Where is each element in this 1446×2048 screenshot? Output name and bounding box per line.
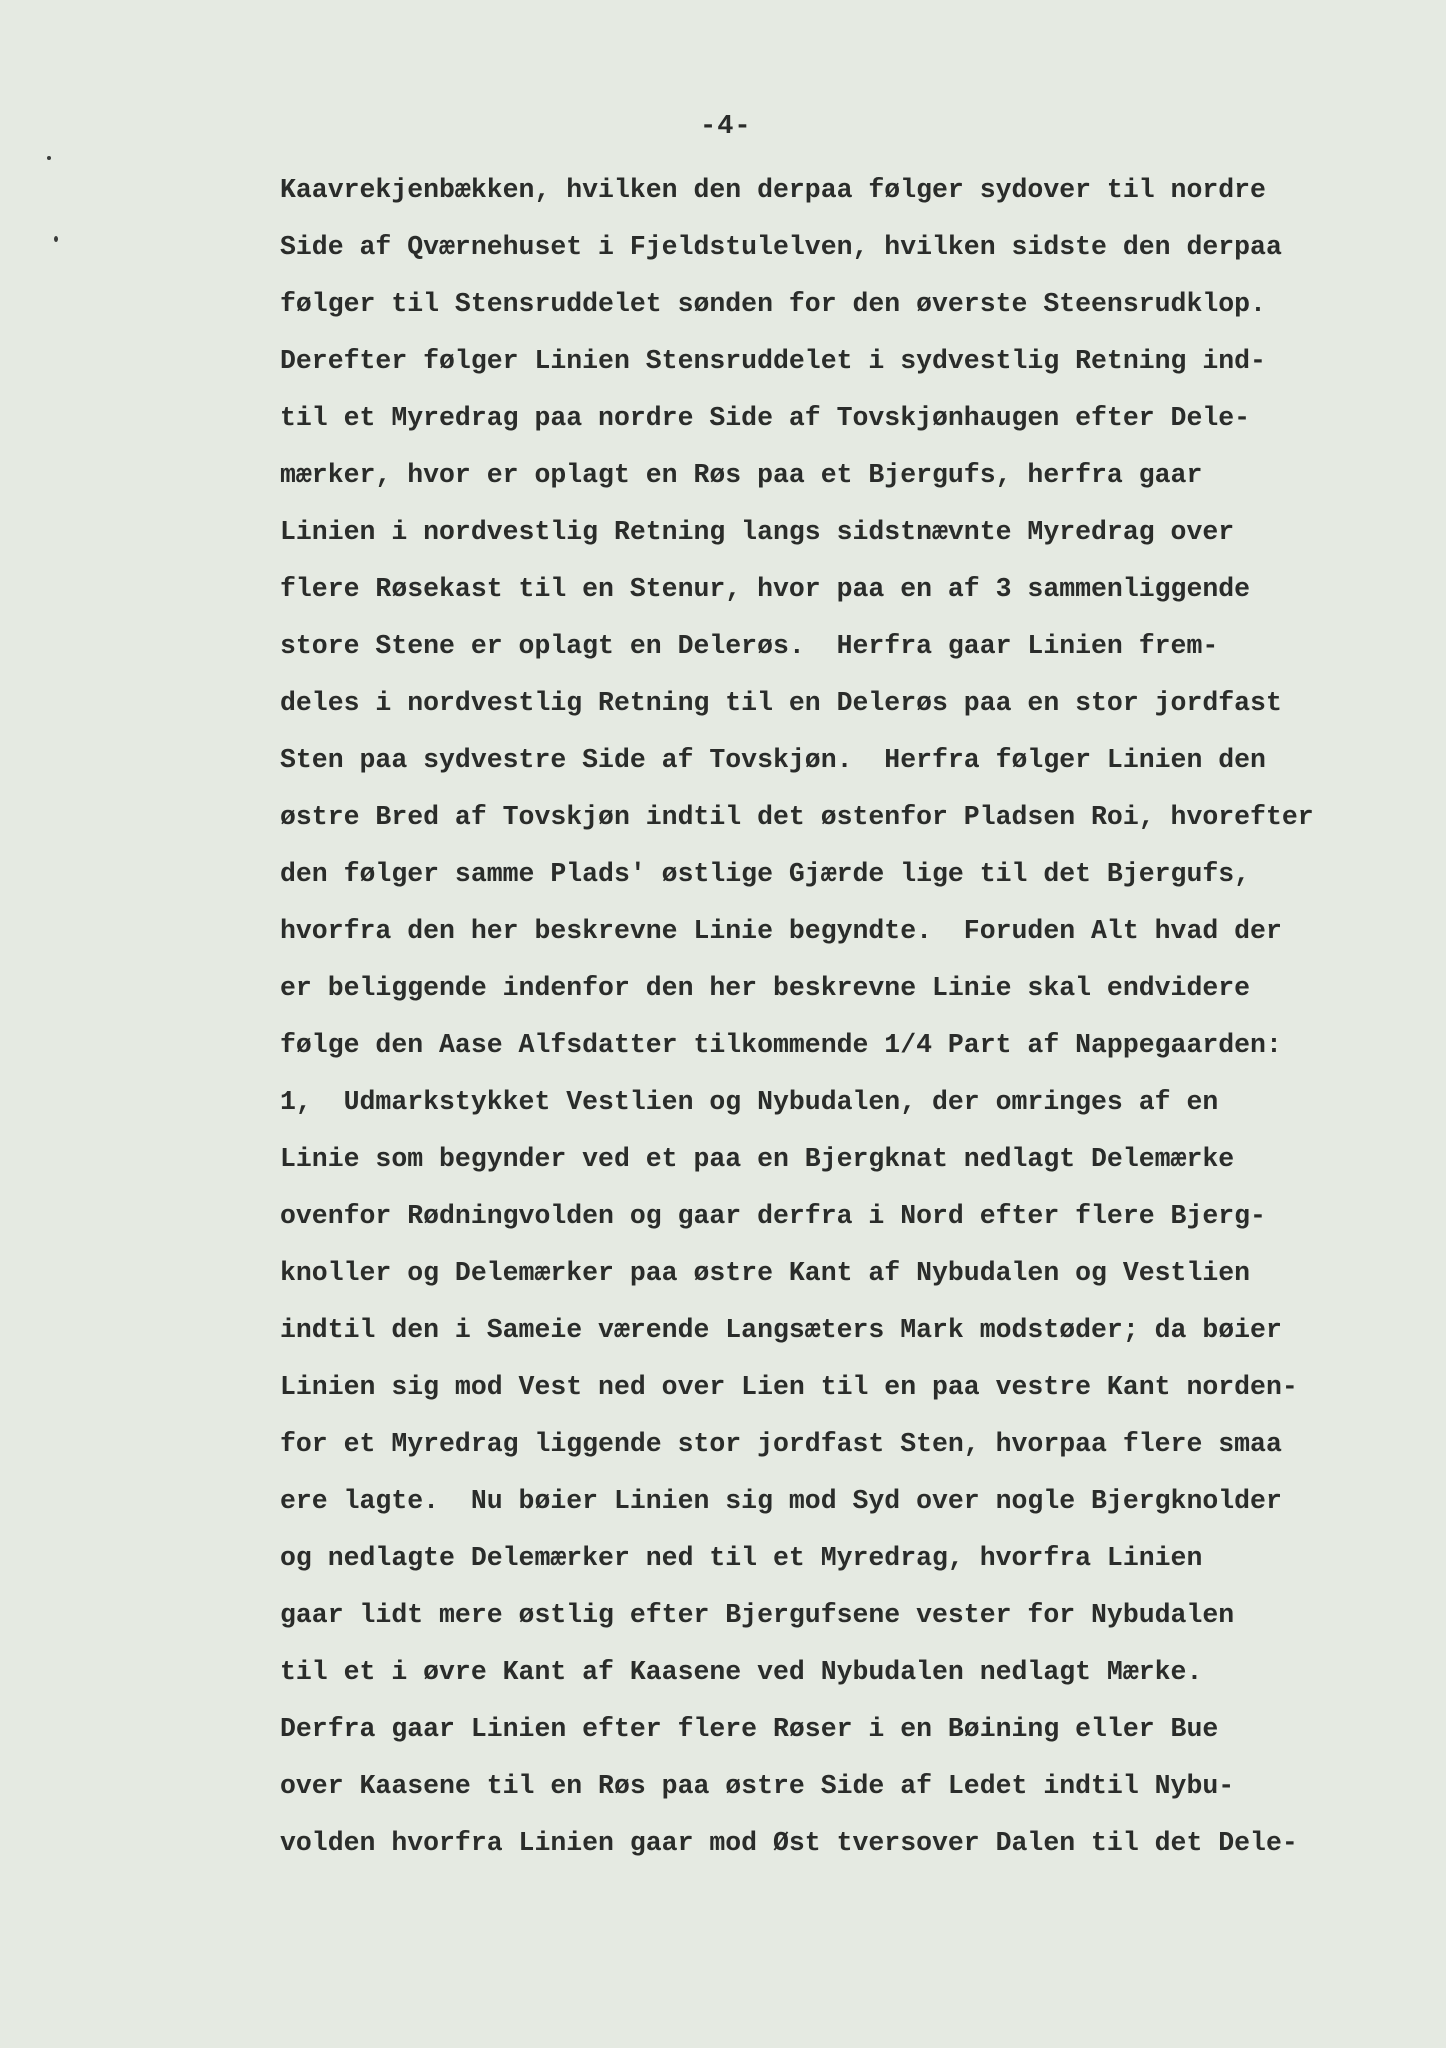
text-line: og nedlagte Delemærker ned til et Myredrag, hvorfra Linien	[280, 1543, 1203, 1573]
margin-speck-mark	[54, 236, 58, 242]
text-line: følge den Aase Alfsdatter tilkommende 1/4 Part af Nappegaarden:	[280, 1030, 1282, 1060]
text-line: knoller og Delemærker paa østre Kant af Nybudalen og Vestlien	[280, 1258, 1251, 1288]
text-line: til et i øvre Kant af Kaasene ved Nybudalen nedlagt Mærke.	[280, 1657, 1203, 1687]
text-line: mærker, hvor er oplagt en Røs paa et Bjergufs, herfra gaar	[280, 460, 1203, 490]
text-line: følger til Stensruddelet sønden for den øverste Steensrudklop.	[280, 289, 1266, 319]
text-line: Linie som begynder ved et paa en Bjergknat nedlagt Delemærke	[280, 1144, 1235, 1174]
text-line: Linien sig mod Vest ned over Lien til en paa vestre Kant norden-	[280, 1372, 1298, 1402]
text-line: østre Bred af Tovskjøn indtil det østenfor Pladsen Roi, hvorefter	[280, 802, 1314, 832]
text-line: 1, Udmarkstykket Vestlien og Nybudalen, der omringes af en	[280, 1087, 1219, 1117]
document-text-body	[280, 162, 1390, 1872]
text-line: den følger samme Plads' østlige Gjærde lige til det Bjergufs,	[280, 859, 1251, 889]
text-line: til et Myredrag paa nordre Side af Tovskjønhaugen efter Dele-	[280, 403, 1251, 433]
text-line: Sten paa sydvestre Side af Tovskjøn. Herfra følger Linien den	[280, 745, 1266, 775]
text-line: Side af Qværnehuset i Fjeldstulelven, hvilken sidste den derpaa	[280, 232, 1282, 262]
text-line: flere Røsekast til en Stenur, hvor paa en af 3 sammenliggende	[280, 574, 1251, 604]
text-line: for et Myredrag liggende stor jordfast Sten, hvorpaa flere smaa	[280, 1429, 1282, 1459]
text-line: ovenfor Rødningvolden og gaar derfra i Nord efter flere Bjerg-	[280, 1201, 1266, 1231]
page-number: -4-	[700, 112, 752, 142]
text-line: indtil den i Sameie værende Langsæters Mark modstøder; da bøier	[280, 1315, 1282, 1345]
text-line: er beliggende indenfor den her beskrevne Linie skal endvidere	[280, 973, 1251, 1003]
text-line: gaar lidt mere østlig efter Bjergufsene vester for Nybudalen	[280, 1600, 1235, 1630]
text-line: deles i nordvestlig Retning til en Delerøs paa en stor jordfast	[280, 688, 1282, 718]
text-line: over Kaasene til en Røs paa østre Side af Ledet indtil Nybu-	[280, 1771, 1235, 1801]
text-line: volden hvorfra Linien gaar mod Øst tversover Dalen til det Dele-	[280, 1828, 1298, 1858]
text-line: Derfra gaar Linien efter flere Røser i en Bøining eller Bue	[280, 1714, 1219, 1744]
text-line: Kaavrekjenbækken, hvilken den derpaa følger sydover til nordre	[280, 175, 1266, 205]
margin-speck-mark	[47, 156, 51, 160]
text-line: Derefter følger Linien Stensruddelet i sydvestlig Retning ind-	[280, 346, 1266, 376]
text-line: ere lagte. Nu bøier Linien sig mod Syd over nogle Bjergknolder	[280, 1486, 1282, 1516]
text-line: hvorfra den her beskrevne Linie begyndte. Foruden Alt hvad der	[280, 916, 1282, 946]
text-line: store Stene er oplagt en Delerøs. Herfra gaar Linien frem-	[280, 631, 1219, 661]
text-line: Linien i nordvestlig Retning langs sidstnævnte Myredrag over	[280, 517, 1235, 547]
